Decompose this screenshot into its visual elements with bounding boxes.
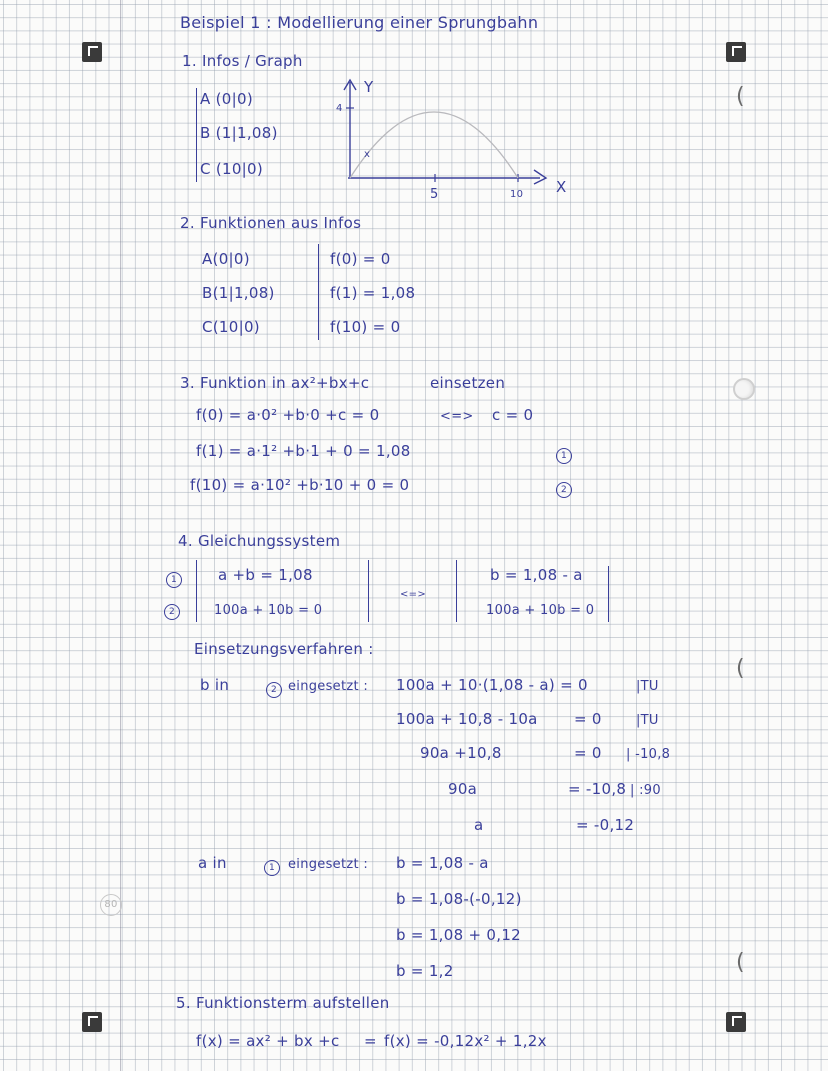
eq2-result: 100a + 10b = 0	[486, 603, 595, 618]
function-term-result: f(x) = -0,12x² + 1,2x	[384, 1032, 547, 1050]
graph-y-label: Y	[364, 78, 374, 96]
b-step2: b = 1,08-(-0,12)	[396, 890, 522, 908]
step2-left: 100a + 10,8 - 10a	[396, 710, 538, 728]
system-bracket-mid	[368, 560, 369, 622]
step1-right: |TU	[636, 679, 659, 694]
b-substitution-mark: 2	[266, 678, 282, 698]
section3-line1-arrow: <=>	[440, 409, 474, 424]
eq1-mark: 1	[166, 568, 182, 588]
step3-right: | -10,8	[626, 747, 671, 762]
graph-point-b: x	[364, 149, 371, 160]
b-step1: b = 1,08 - a	[396, 854, 489, 872]
section2-left-b: B(1|1,08)	[202, 284, 275, 302]
point-b: B (1|1,08)	[200, 124, 278, 142]
eq2-mark: 2	[164, 600, 180, 620]
section3-line1: f(0) = a·0² +b·0 +c = 0	[196, 406, 380, 424]
section2-divider	[318, 244, 319, 340]
graph-tick-y: 4	[336, 103, 343, 114]
graph-tick-x10: 10	[510, 189, 524, 200]
system-bracket-right	[456, 560, 457, 622]
section2-left-a: A(0|0)	[202, 250, 250, 268]
section3-mark2: 2	[556, 478, 572, 498]
step1-left: 100a + 10·(1,08 - a) = 0	[396, 676, 588, 694]
step2-mid: = 0	[574, 710, 602, 728]
b-substitution-suffix: eingesetzt :	[288, 679, 369, 694]
corner-mark-top-right	[726, 42, 746, 62]
section5-heading: 5. Funktionsterm aufstellen	[176, 994, 390, 1012]
b-substitution-prefix: b in	[200, 676, 230, 694]
section1-divider	[196, 88, 197, 182]
section2-right-a: f(0) = 0	[330, 250, 391, 268]
section3-line1-result: c = 0	[492, 406, 534, 424]
punch-hole-arc: (	[736, 84, 745, 109]
page-number: 80	[100, 894, 122, 916]
step3-mid: = 0	[574, 744, 602, 762]
a-substitution-prefix: a in	[198, 854, 227, 872]
step5-mid: = -0,12	[576, 816, 635, 834]
step5-left: a	[474, 816, 484, 834]
point-a: A (0|0)	[200, 90, 253, 108]
eq2: 100a + 10b = 0	[214, 603, 323, 618]
section3-heading: 3. Funktion in ax²+bx+c	[180, 374, 370, 392]
section3-mark1: 1	[556, 444, 572, 464]
section3-line3: f(10) = a·10² +b·10 + 0 = 0	[190, 476, 410, 494]
point-c: C (10|0)	[200, 160, 264, 178]
step4-right: | :90	[630, 783, 661, 798]
page-title: Beispiel 1 : Modellierung einer Sprungbahn	[180, 13, 539, 32]
section2-heading: 2. Funktionen aus Infos	[180, 214, 362, 232]
corner-mark-bottom-left	[82, 1012, 102, 1032]
section3-heading-suffix: einsetzen	[430, 374, 506, 392]
a-substitution-suffix: eingesetzt :	[288, 857, 369, 872]
system-bracket-left	[196, 560, 197, 622]
punch-hole	[733, 378, 755, 400]
step4-mid: = -10,8	[568, 780, 627, 798]
step3-left: 90a +10,8	[420, 744, 502, 762]
section1-heading: 1. Infos / Graph	[182, 52, 303, 70]
corner-mark-top-left	[82, 42, 102, 62]
eq1: a +b = 1,08	[218, 566, 313, 584]
section2-right-b: f(1) = 1,08	[330, 284, 416, 302]
general-form: f(x) = ax² + bx +c	[196, 1032, 340, 1050]
graph-x-label: X	[556, 178, 567, 196]
graph-tick-x5: 5	[430, 187, 439, 202]
eq1-result: b = 1,08 - a	[490, 566, 583, 584]
section2-left-c: C(10|0)	[202, 318, 260, 336]
punch-hole-arc: (	[736, 950, 745, 975]
system-bracket-end	[608, 566, 609, 622]
corner-mark-bottom-right	[726, 1012, 746, 1032]
a-substitution-mark: 1	[264, 856, 280, 876]
method-heading: Einsetzungsverfahren :	[194, 640, 374, 658]
section4-heading: 4. Gleichungssystem	[178, 532, 341, 550]
system-equiv: <=>	[400, 589, 427, 600]
step2-right: |TU	[636, 713, 659, 728]
result-arrow: =	[364, 1032, 377, 1050]
b-step3: b = 1,08 + 0,12	[396, 926, 522, 944]
punch-hole-arc: (	[736, 656, 745, 681]
b-step4: b = 1,2	[396, 962, 454, 980]
section2-right-c: f(10) = 0	[330, 318, 401, 336]
step4-left: 90a	[448, 780, 478, 798]
section3-line2: f(1) = a·1² +b·1 + 0 = 1,08	[196, 442, 411, 460]
